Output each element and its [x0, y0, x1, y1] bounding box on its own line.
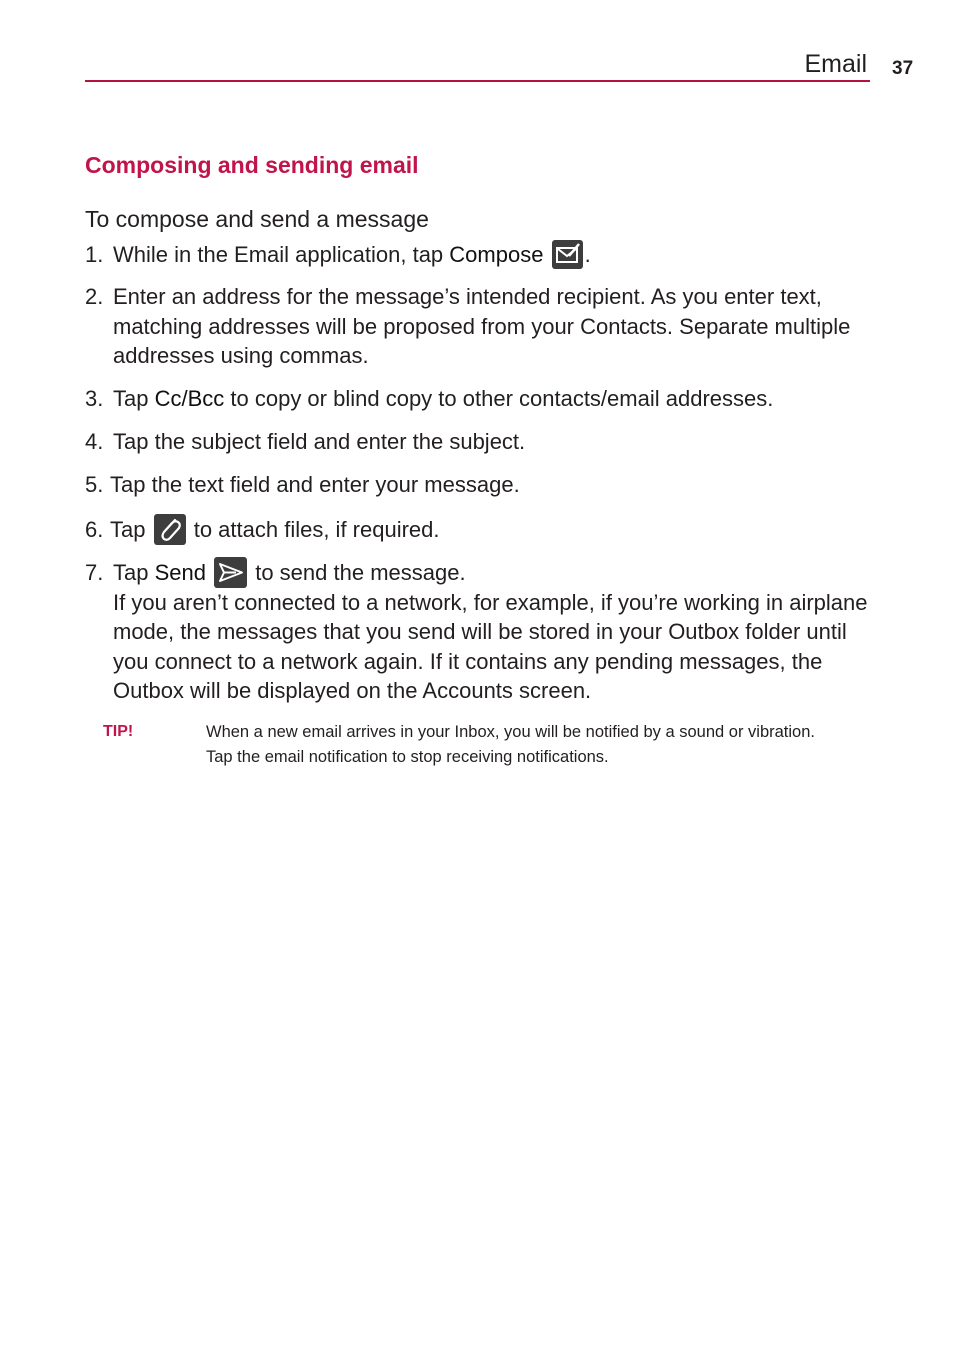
- step-number: 6.: [85, 517, 104, 542]
- cc-bcc-keyword: Cc/Bcc: [154, 386, 225, 411]
- header-title: Email: [804, 50, 867, 78]
- step-text: Tap the text field and enter your message.: [110, 472, 520, 497]
- tip-text: When a new email arrives in your Inbox, you will be notified by a sound or vibration. Tap the email notification to stop receiving notifications.: [206, 723, 815, 766]
- step-number: 2.: [85, 284, 104, 309]
- step-text: Tap Send to send the message. If you aren’t connected to a network, for example, if you’re working in airplane mode, the messages that you send will be stored in your Outbox folder until you connect to a network again. If it contains any pending messages, the Outbox will be displayed on the Accounts screen.: [113, 558, 875, 706]
- section-heading: Composing and sending email: [85, 152, 419, 178]
- step-6: [85, 515, 875, 547]
- step-number: 5.: [85, 472, 104, 497]
- procedure-heading: To compose and send a message: [85, 206, 429, 232]
- step-7: [85, 558, 875, 706]
- step-1: [85, 240, 875, 271]
- compose-icon: [552, 240, 583, 269]
- page-number: 37: [892, 58, 914, 79]
- step-text: Tap the subject field and enter the subject.: [113, 429, 526, 454]
- header-divider: [85, 80, 870, 82]
- step-number: 7.: [85, 560, 104, 585]
- send-icon: [214, 557, 247, 588]
- step-text: Tap to attach files, if required.: [110, 515, 875, 547]
- step-number: 1.: [85, 242, 104, 267]
- step-3: [85, 384, 875, 414]
- tip-label: TIP!: [103, 723, 134, 740]
- step-note: If you aren’t connected to a network, for example, if you’re working in airplane mode, the messages that you send will be stored in your Outbox folder until you connect to a network again. If it contains any pending messages, the Outbox will be displayed on the Accounts screen.: [113, 589, 868, 704]
- step-2: [85, 282, 875, 371]
- step-4: [85, 427, 875, 457]
- step-text: While in the Email application, tap Compose .: [113, 240, 875, 271]
- step-number: 4.: [85, 429, 104, 454]
- send-keyword: Send: [154, 560, 206, 585]
- paperclip-icon: [154, 514, 186, 545]
- compose-keyword: Compose: [449, 242, 544, 267]
- step-5: [85, 470, 875, 500]
- step-text: Tap Cc/Bcc to copy or blind copy to other contacts/email addresses.: [113, 386, 774, 411]
- step-text: Enter an address for the message’s intended recipient. As you enter text, matching addresses will be proposed from your Contacts. Separate multiple addresses using commas.: [113, 284, 851, 368]
- step-number: 3.: [85, 386, 104, 411]
